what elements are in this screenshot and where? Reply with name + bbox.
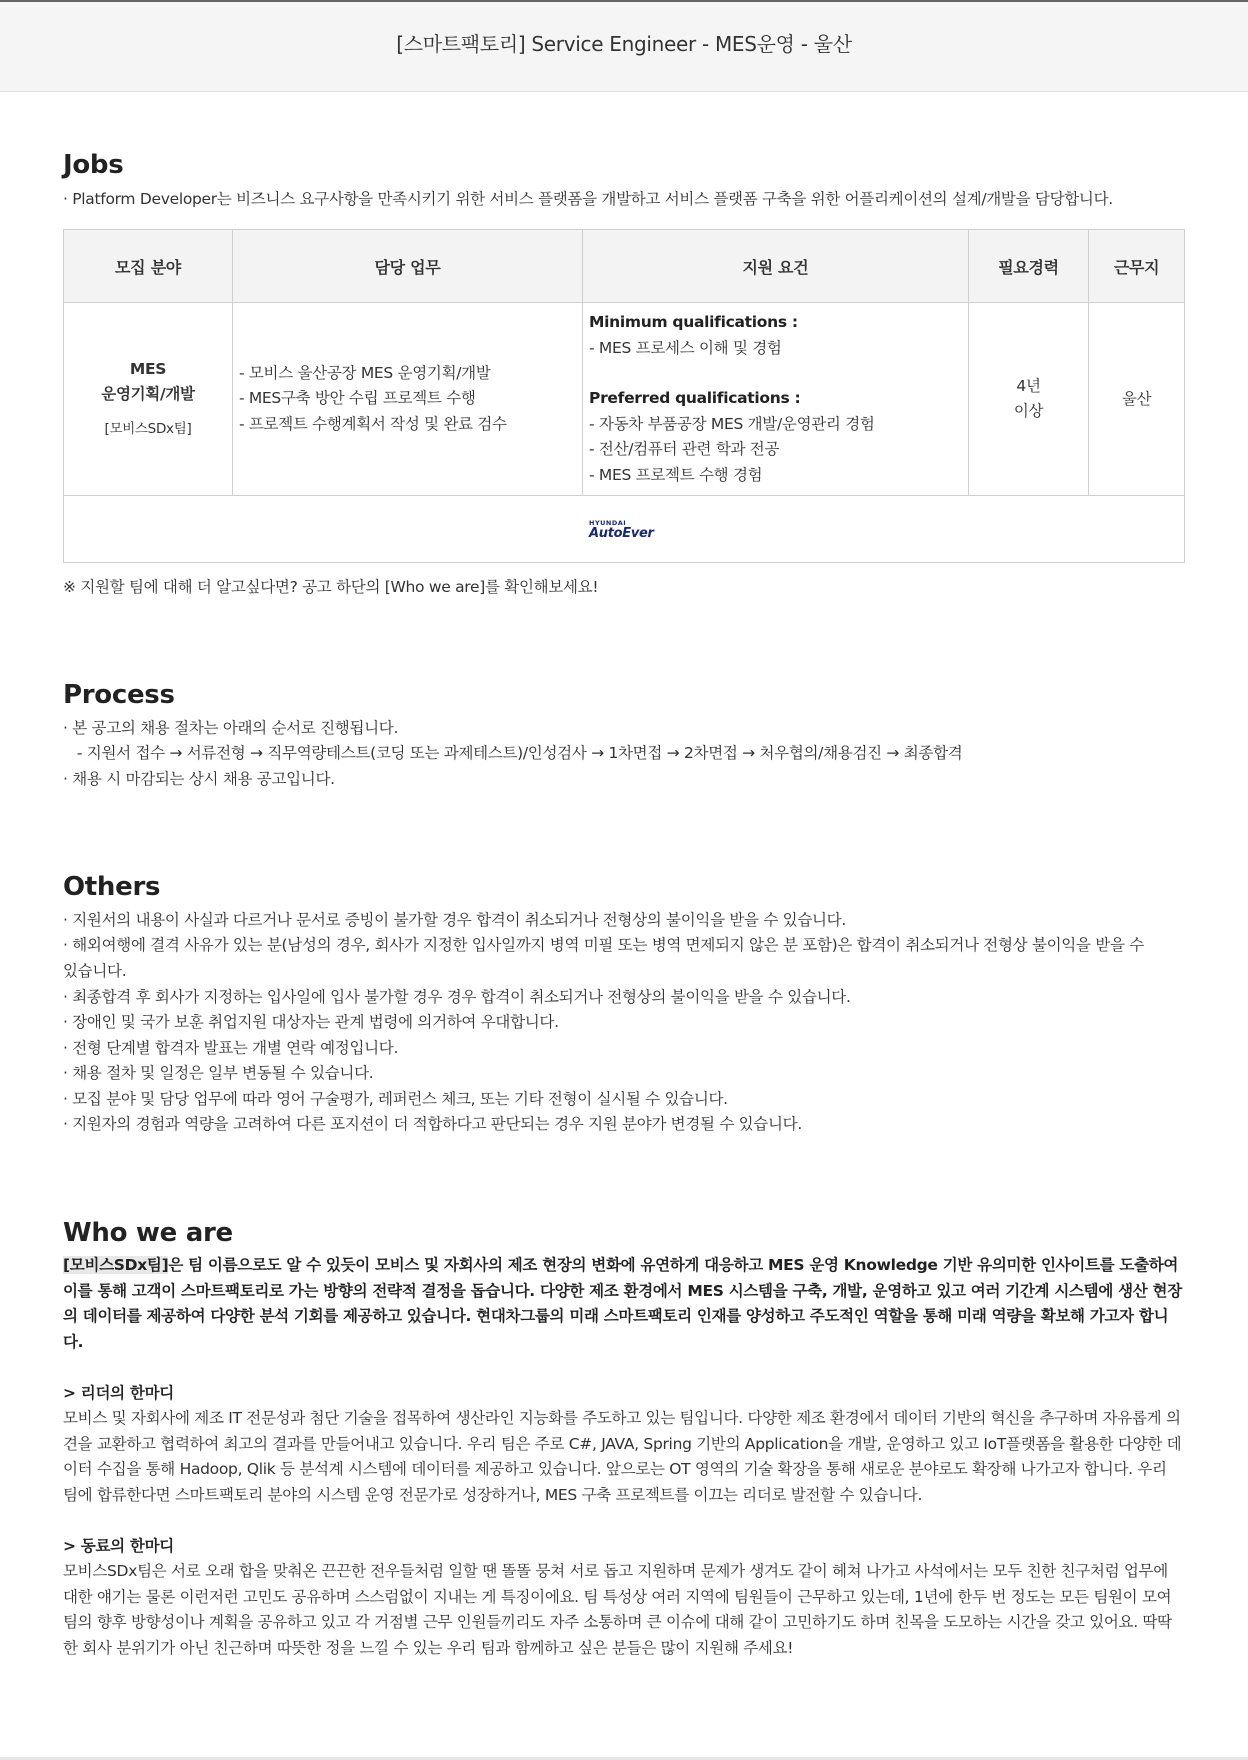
jobs-intro: · Platform Developer는 비즈니스 요구사항을 만족시키기 위한 서비스 플랫폼을 개발하고 서비스 플랫폼 구축을 위한 어플리케이션의 설계/개발을 담당합니다. bbox=[63, 190, 1113, 208]
others-line: · 모집 분야 및 담당 업무에 따라 영어 구술평가, 레퍼런스 체크, 또는 기타 전형이 실시될 수 있습니다. bbox=[63, 1090, 728, 1108]
preferred-qualification-item: - 전산/컴퓨터 관련 학과 전공 bbox=[589, 440, 780, 458]
min-qualifications-title: Minimum qualifications : bbox=[589, 313, 798, 331]
leader-text: 모비스 및 자회사에 제조 IT 전문성과 첨단 기술을 접목하여 생산라인 지능화를 주도하고 있는 팀입니다. 다양한 제조 환경에서 데이터 기반의 혁신을 추구하며 자유롭게 의견을 교환하고 협력하여 최고의 결과를 만들어내고 있습니다. 우리 팀은 주로 C#, JAVA, Spring 기반의 Application을 개발, 운영하고 있고 IoT플랫폼을 활용한 다양한 데이터 수집을 통해 Hadoop, Qlik 등 분석계 시스템에 데이터를 제공하고 있습니다. 앞으로는 OT 영역의 기술 확장을 통해 새로운 분야로도 확장해 나가고자 합니다. 우리 팀에 합류한다면 스마트팩토리 분야의 시스템 운영 전문가로 성장하거나, MES 구축 프로젝트를 이끄는 리더로 발전할 수 있습니다. bbox=[63, 1409, 1182, 1504]
duty-item: - 프로젝트 수행계획서 작성 및 완료 검수 bbox=[238, 414, 507, 433]
others-line: 있습니다. bbox=[63, 962, 127, 980]
process-line: · 본 공고의 채용 절차는 아래의 순서로 진행됩니다. bbox=[63, 719, 399, 737]
col-header-career: 필요경력 bbox=[968, 230, 1088, 303]
page-title: [스마트팩토리] Service Engineer - MES운영 - 울산 bbox=[396, 32, 852, 56]
others-line: · 장애인 및 국가 보훈 취업지원 대상자는 관계 법령에 의거하여 우대합니다. bbox=[63, 1013, 559, 1031]
col-header-field: 모집 분야 bbox=[64, 230, 233, 303]
jobs-table-header-row bbox=[64, 230, 1185, 303]
requirements-cell bbox=[583, 303, 969, 496]
career-cell bbox=[968, 303, 1088, 496]
others-line: · 지원서의 내용이 사실과 다르거나 문서로 증빙이 불가할 경우 합격이 취소되거나 전형상의 불이익을 받을 수 있습니다. bbox=[63, 911, 846, 929]
others-heading: Others bbox=[63, 872, 161, 902]
table-row bbox=[64, 303, 1185, 496]
duty-cell bbox=[232, 303, 582, 496]
others-line: · 지원자의 경험과 역량을 고려하여 다른 포지션이 더 적합하다고 판단되는 경우 지원 분야가 변경될 수 있습니다. bbox=[63, 1115, 802, 1133]
process-line: · 채용 시 마감되는 상시 채용 공고입니다. bbox=[63, 770, 335, 788]
team-tag: [모비스SDx팀] bbox=[63, 1256, 169, 1274]
process-steps: - 지원서 접수 → 서류전형 → 직무역량테스트(코딩 또는 과제테스트)/인성검사 → 1차면접 → 2차면접 → 처우협의/채용검진 → 최종합격 bbox=[63, 744, 963, 762]
jobs-table bbox=[63, 229, 1185, 563]
logo-cell bbox=[64, 496, 1185, 563]
col-header-duty: 담당 업무 bbox=[232, 230, 582, 303]
team-intro bbox=[63, 1253, 1185, 1355]
who-we-are-heading: Who we are bbox=[63, 1218, 233, 1248]
team-info-note: ※ 지원할 팀에 대해 더 알고싶다면? 공고 하단의 [Who we are]를 확인해보세요! bbox=[63, 578, 599, 596]
page-header bbox=[0, 0, 1248, 92]
career-line2: 이상 bbox=[1013, 402, 1044, 420]
others-line: · 채용 절차 및 일정은 일부 변동될 수 있습니다. bbox=[63, 1064, 374, 1082]
career-line1: 4년 bbox=[1016, 377, 1041, 395]
team-intro-text: 은 팀 이름으로도 알 수 있듯이 모비스 및 자회사의 제조 현장의 변화에 유연하게 대응하고 MES 운영 Knowledge 기반 유의미한 인사이트를 도출하여 이를 통해 고객이 스마트팩토리로 가는 방향의 전략적 결정을 돕습니다. 다양한 제조 환경에서 MES 시스템을 구축, 개발, 운영하고 있고 여러 기간계 시스템에 생산 현장의 데이터를 제공하여 다양한 분석 기회를 제공하고 있습니다. 현대차그룹의 미래 스마트팩토리 인재를 양성하고 주도적인 역할을 통해 미래 역량을 확보해 가고자 합니다. bbox=[63, 1256, 1182, 1351]
min-qualification-item: - MES 프로세스 이해 및 경험 bbox=[589, 338, 782, 357]
preferred-qualifications-title: Preferred qualifications : bbox=[589, 389, 801, 407]
duty-item: - MES구축 방안 수립 프로젝트 수행 bbox=[238, 389, 476, 408]
duty-item: - 모비스 울산공장 MES 운영기획/개발 bbox=[238, 363, 491, 382]
field-name-line2: 운영기획/개발 bbox=[101, 384, 195, 403]
leader-title: > 리더의 한마디 bbox=[63, 1384, 174, 1402]
peer-text: 모비스SDx팀은 서로 오래 합을 맞춰온 끈끈한 전우들처럼 일할 땐 똘똘 뭉쳐 서로 돕고 지원하며 문제가 생겨도 같이 헤쳐 나가고 사석에서는 모두 친한 친구처럼 업무에 대한 얘기는 물론 이런저런 고민도 공유하며 스스럼없이 지내는 게 특징이에요. 팀 특성상 여러 지역에 팀원들이 근무하고 있는데, 1년에 한두 번 정도는 모든 팀원이 모여 팀의 향후 방향성이나 계획을 공유하고 있고 각 거점별 근무 인원들끼리도 자주 소통하며 큰 이슈에 대해 같이 고민하기도 하며 친목을 도모하는 시간을 갖고 있어요. 딱딱한 회사 분위기가 아닌 친근하며 따뜻한 정을 느낄 수 있는 우리 팀과 함께하고 싶은 분들은 많이 지원해 주세요! bbox=[63, 1562, 1172, 1657]
hyundai-autoever-logo: HYUNDAI AutoEver bbox=[589, 518, 654, 541]
others-line: · 해외여행에 결격 사유가 있는 분(남성의 경우, 회사가 지정한 입사일까지 병역 미필 또는 병역 면제되지 않은 분 포함)은 합격이 취소되거나 전형상 불이익을 받을 수 bbox=[63, 936, 1144, 954]
preferred-qualification-item: - 자동차 부품공장 MES 개발/운영관리 경험 bbox=[589, 414, 875, 433]
process-heading: Process bbox=[63, 680, 175, 710]
preferred-qualification-item: - MES 프로젝트 수행 경험 bbox=[589, 465, 763, 484]
jobs-heading: Jobs bbox=[63, 150, 124, 180]
field-name-line1: MES bbox=[129, 359, 167, 378]
others-line: · 전형 단계별 합격자 발표는 개별 연락 예정입니다. bbox=[63, 1039, 399, 1057]
logo-row bbox=[64, 496, 1185, 563]
field-cell bbox=[64, 303, 233, 496]
col-header-location: 근무지 bbox=[1089, 230, 1185, 303]
others-line: · 최종합격 후 회사가 지정하는 입사일에 입사 불가할 경우 경우 합격이 취소되거나 전형상의 불이익을 받을 수 있습니다. bbox=[63, 988, 851, 1006]
location-cell: 울산 bbox=[1089, 303, 1185, 496]
col-header-requirements: 지원 요건 bbox=[583, 230, 969, 303]
team-name: [모비스SDx팀] bbox=[104, 420, 192, 437]
peer-title: > 동료의 한마디 bbox=[63, 1537, 174, 1555]
